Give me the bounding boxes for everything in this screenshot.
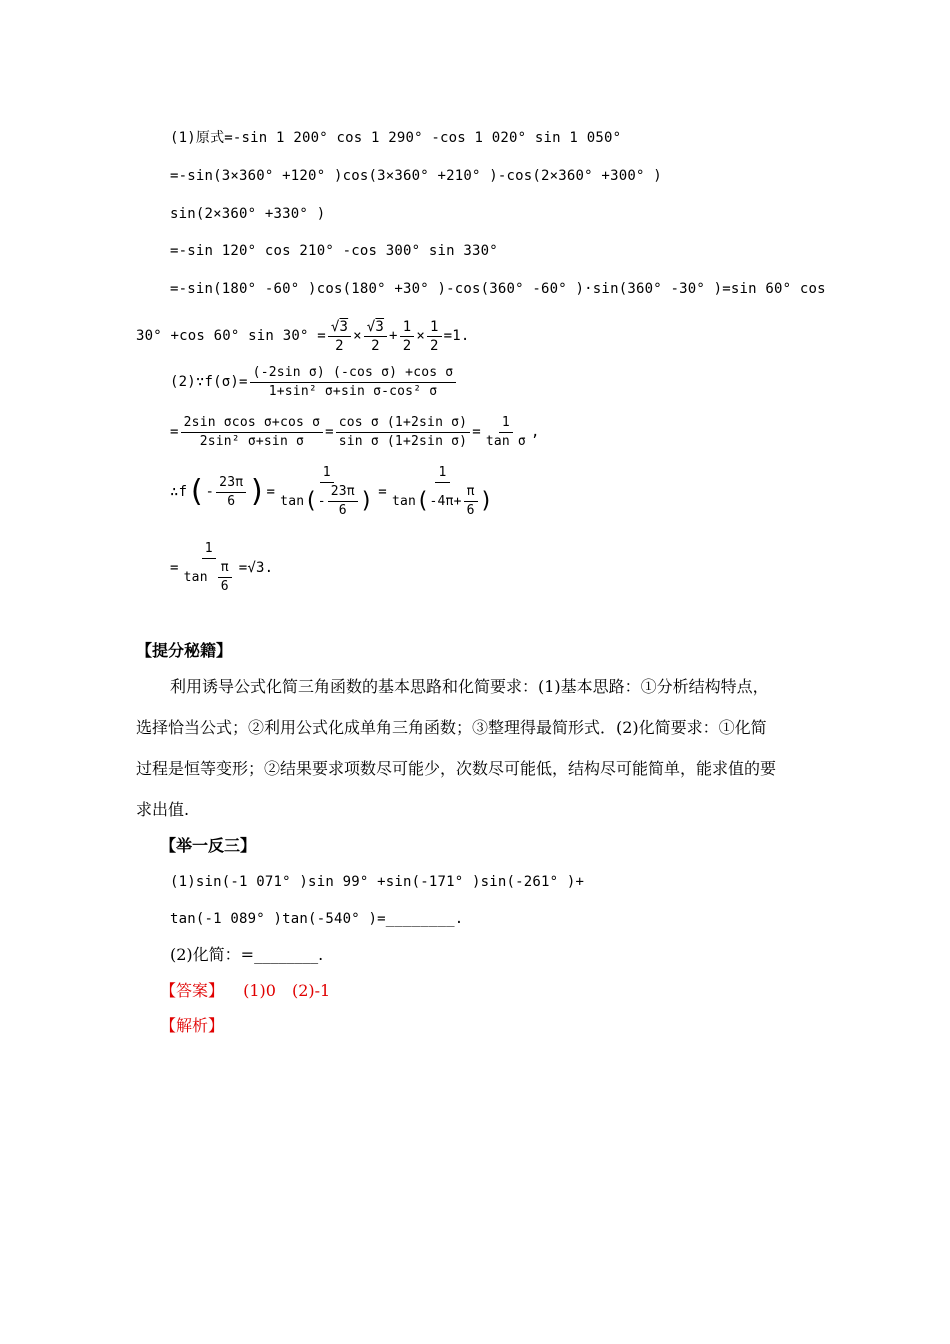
fraction-2	[181, 414, 323, 451]
frac1-denominator: 1+sin² σ+sin σ-cos² σ	[268, 383, 438, 399]
fraction-4	[483, 414, 529, 451]
tips-paragraph-line-1: 利用诱导公式化简三角函数的基本思路和化简要求：(1)基本思路：①分析结构特点，	[170, 677, 769, 696]
practice-heading: 【举一反三】	[160, 836, 257, 855]
fraction-1-over-tan-neg23pi6: 1 tan(- $\frac{23\pi}{6}$ )	[280, 465, 374, 518]
frac4-denominator: tan σ	[485, 433, 526, 449]
frac2-denominator: 2sin² σ+sin σ	[199, 433, 305, 449]
frac1-numerator: (-2sin σ) (-cos σ) +cos σ	[250, 364, 457, 383]
part2-line-3: ∴f(- $\frac{23\pi}{6}$ )= 1 tan(- $\frac{23\pi}{6}$ ) = 1 tan(-4π+ $\frac{\pi}{6}$ )	[170, 462, 498, 522]
solution-line-4: =-sin 120° cos 210° -cos 300° sin 330°	[170, 243, 498, 259]
final-result: =√3.	[238, 560, 274, 576]
line6-prefix: 30° +cos 60° sin 30° =	[136, 328, 326, 344]
solution-line-1: (1)原式=-sin 1 200° cos 1 290° -cos 1 020° sin 1 050°	[170, 130, 622, 146]
part2-line-2: = $\frac{\text{2sin σcos σ+cos σ}}{\text{2sin² σ+sin σ}}$ = $\frac{\text{cos σ (1+2sin σ)}}{\text{sin σ (1+2sin σ)}}$ = $\frac{1}{\text{tan σ}}$ ,	[170, 414, 540, 449]
practice-question-1a: (1)sin(-1 071° )sin 99° +sin(-171° )sin(-261° )+	[170, 874, 585, 890]
therefore-f: ∴f	[170, 484, 188, 500]
solution-line-2: =-sin(3×360° +120° )cos(3×360° +210° )-cos(2×360° +300° )	[170, 168, 662, 184]
part2-label: (2)∵f(σ)=	[170, 374, 248, 390]
tips-paragraph-line-3: 过程是恒等变形；②结果要求项数尽可能少，次数尽可能低，结构尽可能简单，能求值的要	[136, 759, 777, 778]
solution-line-3: sin(2×360° +330° )	[170, 206, 326, 222]
frac3-denominator: sin σ (1+2sin σ)	[338, 433, 468, 449]
solution-line-6: 30° +cos 60° sin 30° = $\frac{√3}{2}$ × $\frac{√3}{2}$ + $\frac{1}{2}$ × $\frac{1}{2}$ =1.	[136, 318, 470, 354]
fraction-half-b: $\frac{1}{2}$	[427, 318, 442, 355]
fraction-sqrt3-over-2-b: $\frac{√3}{2}$	[364, 318, 387, 355]
tips-paragraph-line-2: 选择恰当公式；②利用公式化成单角三角函数；③整理得最简形式．(2)化简要求：①化简	[136, 718, 767, 737]
practice-question-2: (2)化简：=________.	[170, 945, 324, 964]
frac4-numerator: 1	[499, 414, 513, 433]
practice-question-1b: tan(-1 089° )tan(-540° )=________.	[170, 911, 464, 927]
answer-label: 【答案】	[160, 981, 225, 1000]
tips-heading: 【提分秘籍】	[136, 641, 233, 660]
fraction-3	[336, 414, 470, 451]
part2-line-1	[170, 362, 458, 402]
line6-suffix: =1.	[443, 328, 470, 344]
answer-row	[160, 981, 330, 1001]
frac3-numerator: cos σ (1+2sin σ)	[336, 414, 470, 433]
fraction-f-sigma	[250, 364, 457, 401]
fraction-sqrt3-over-2: $\frac{√3}{2}$	[328, 318, 351, 355]
fraction-1-over-tan-neg4pi-pi6: 1 tan(-4π+ $\frac{\pi}{6}$ )	[391, 465, 494, 518]
solution-line-5: =-sin(180° -60° )cos(180° +30° )-cos(360° -60° )·sin(360° -30° )=sin 60° cos	[170, 281, 826, 297]
frac2-numerator: 2sin σcos σ+cos σ	[181, 414, 323, 433]
part2-line-4: = 1 tan $\frac{\pi}{6}$ =√3.	[170, 541, 274, 594]
analysis-label: 【解析】	[160, 1016, 225, 1035]
fraction-23pi-6: $\frac{23\pi}{6}$	[216, 474, 246, 511]
fraction-1-over-tan-pi6: 1 tan $\frac{\pi}{6}$	[181, 540, 237, 596]
answer-text: (1)0 (2)-1	[243, 981, 331, 1000]
tips-paragraph-line-4: 求出值.	[136, 800, 190, 819]
fraction-half-a: $\frac{1}{2}$	[400, 318, 415, 355]
